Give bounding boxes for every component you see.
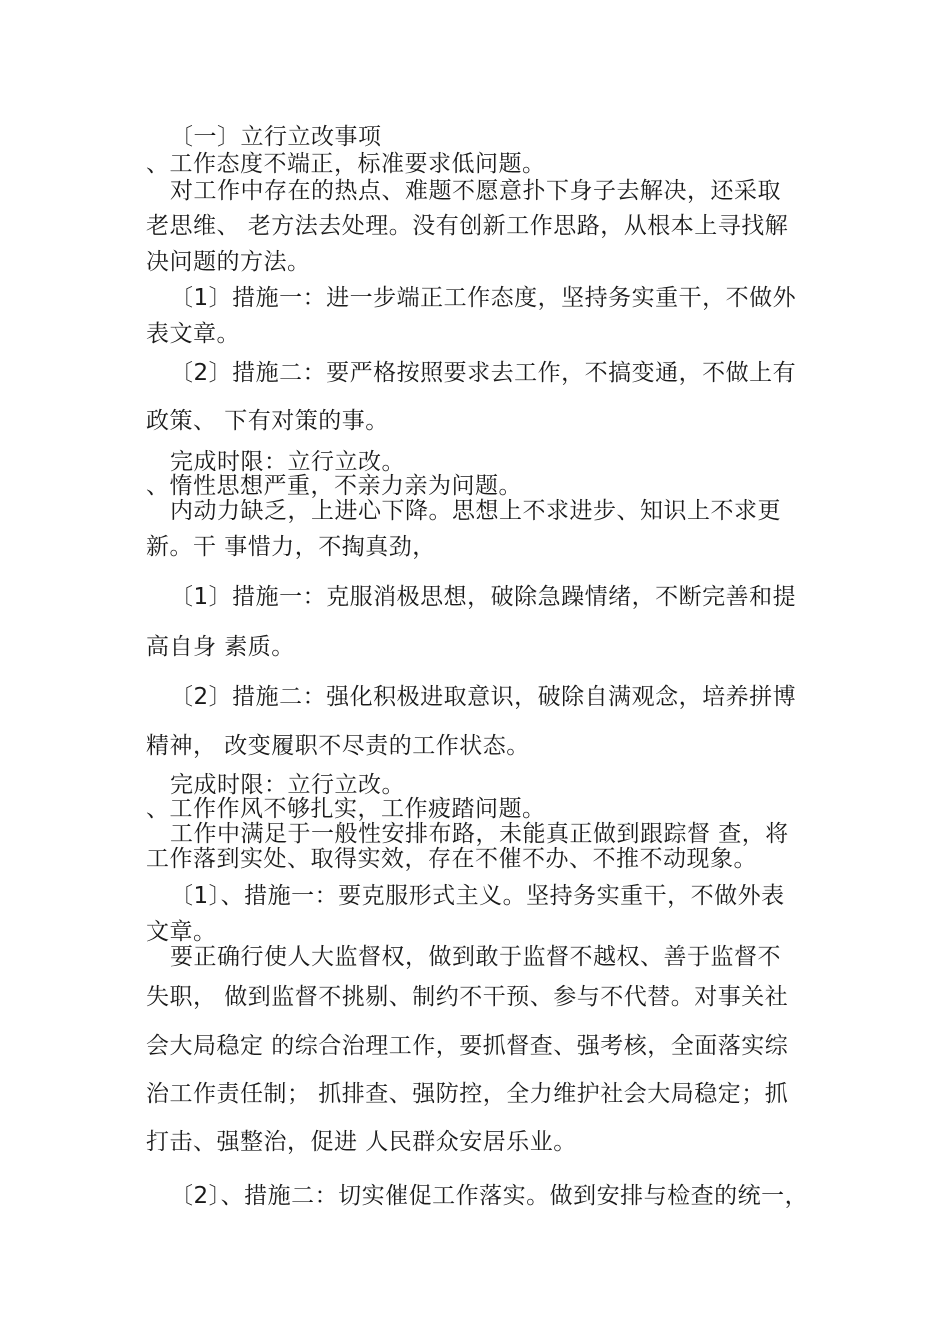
measure-line: 政策、 下有对策的事。 (146, 408, 389, 434)
paragraph-line: 会大局稳定 的综合治理工作，要抓督查、强考核，全面落实综 (146, 1033, 789, 1059)
paragraph-line: 老思维、 老方法去处理。没有创新工作思路，从根本上寻找解 (146, 213, 789, 239)
measure-line: 精神， 改变履职不尽责的工作状态。 (146, 733, 530, 759)
section-heading: 〔一〕立行立改事项 (170, 124, 382, 150)
paragraph-line: 工作中满足于一般性安排布路，未能真正做到跟踪督 查，将 (170, 821, 789, 847)
issue-title-2: 、惰性思想严重，不亲力亲为问题。 (146, 473, 522, 499)
deadline-line: 完成时限：立行立改。 (170, 449, 405, 475)
measure-line: 〔2〕措施二：强化积极进取意识，破除自满观念，培养拼博 (170, 684, 797, 710)
paragraph-line: 对工作中存在的热点、难题不愿意扑下身子去解决，还采取 (170, 178, 781, 204)
issue-title-1: 、工作态度不端正，标准要求低问题。 (146, 151, 546, 177)
measure-line: 〔1〕、措施一：要克服形式主义。坚持务实重干，不做外表 (170, 883, 785, 909)
paragraph-line: 失职， 做到监督不挑剔、制约不干预、参与不代替。对事关社 (146, 984, 789, 1010)
paragraph-line: 治工作责任制； 抓排查、强防控，全力维护社会大局稳定；抓 (146, 1081, 789, 1107)
deadline-line: 完成时限：立行立改。 (170, 772, 405, 798)
paragraph-line: 新。干 事惜力，不掏真劲， (146, 534, 436, 560)
issue-title-3: 、工作作风不够扎实，工作疲踏问题。 (146, 796, 546, 822)
measure-line: 高自身 素质。 (146, 634, 295, 660)
measure-line: 〔2〕措施二：要严格按照要求去工作，不搞变通，不做上有 (170, 360, 797, 386)
paragraph-line: 工作落到实处、取得实效，存在不催不办、不推不动现象。 (146, 846, 757, 872)
paragraph-line: 内动力缺乏，上进心下降。思想上不求进步、知识上不求更 (170, 498, 781, 524)
paragraph-line: 打击、强整治，促进 人民群众安居乐业。 (146, 1129, 577, 1155)
measure-line: 〔1〕措施一：克服消极思想，破除急躁情绪，不断完善和提 (170, 584, 797, 610)
measure-line: 文章。 (146, 919, 217, 945)
measure-line: 〔1〕措施一：进一步端正工作态度，坚持务实重干，不做外 (170, 285, 797, 311)
paragraph-line: 要正确行使人大监督权，做到敢于监督不越权、善于监督不 (170, 944, 781, 970)
measure-line: 〔2〕、措施二：切实催促工作落实。做到安排与检查的统一， (170, 1183, 809, 1209)
paragraph-line: 决问题的方法。 (146, 249, 311, 275)
measure-line: 表文章。 (146, 321, 240, 347)
